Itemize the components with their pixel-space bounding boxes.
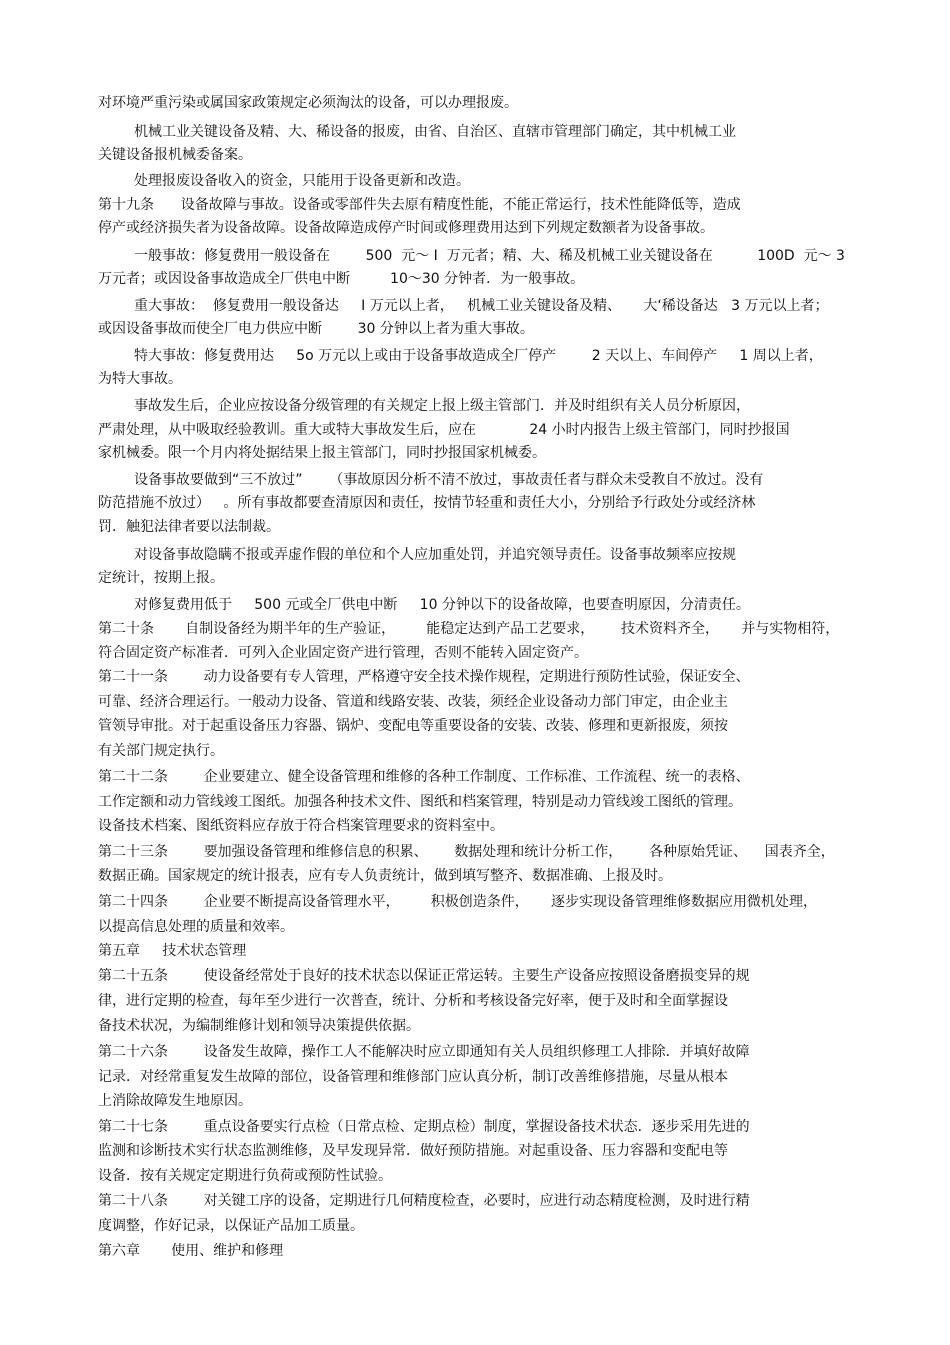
text-line: 第十九条 设备故障与事故。设备或零部件失去原有精度性能，不能正常运行，技术性能降低等，造成 <box>98 197 741 213</box>
text-line: 可靠、经济合理运行。一般动力设备、管道和线路安装、改装，须经企业设备动力部门审定，由企业主 <box>98 694 728 710</box>
text-line: 监测和诊断技术实行状态监测维修，及早发现异常．做好预防措施。对起重设备、压力容器和变配电等 <box>98 1143 728 1159</box>
text-line: 为特大事故。 <box>98 371 182 387</box>
text-line: 第二十三条 要加强设备管理和维修信息的积累、 数据处理和统计分析工作， 各种原始凭证、 国表齐全， <box>98 844 835 860</box>
chapter-heading: 第六章 使用、维护和修理 <box>98 1243 284 1259</box>
text-line: 第二十一条 动力设备要有专人管理，严格遵守安全技术操作规程，定期进行预防性试验，保证安全、 <box>98 669 750 685</box>
text-line: 有关部门规定执行。 <box>98 743 224 759</box>
text-line: 处理报废设备收入的资金，只能用于设备更新和改造。 <box>134 173 470 189</box>
text-line: 停产或经济损失者为设备故障。设备故障造成停产时间或修理费用达到下列规定数额者为设备事故。 <box>98 220 714 236</box>
text-line: 或因设备事故而使全厂电力供应中断 30 分钟以上者为重大事故。 <box>98 321 534 337</box>
text-line: 记录．对经常重复发生故障的部位，设备管理和维修部门应认真分析，制订改善维修措施，尽量从根本 <box>98 1069 728 1085</box>
text-line: 关键设备报机械委备案。 <box>98 147 252 163</box>
text-line: 以提高信息处理的质量和效率。 <box>98 919 294 935</box>
text-line: 重大事故： 修复费用一般设备达 I 万元以上者， 机械工业关键设备及精、 大‘稀设备达 3 万元以上者； <box>134 298 829 314</box>
text-line: 备技术状况，为编制维修计划和领导决策提供依据。 <box>98 1018 420 1034</box>
text-line: 对设备事故隐瞒不报或弄虚作假的单位和个人应加重处罚，并追究领导责任。设备事故频率应按规 <box>134 547 736 563</box>
text-line: 对环境严重污染或属国家政策规定必须淘汰的设备，可以办理报废。 <box>98 95 518 111</box>
text-line: 防范措施不放过） 。所有事故都要查清原因和责任，按情节轻重和责任大小，分别给予行政处分或经济林 <box>98 495 756 511</box>
text-line: 第二十八条 对关键工序的设备，定期进行几何精度检查，必要时，应进行动态精度检测，及时进行精 <box>98 1193 750 1209</box>
text-line: 设备技术档案、图纸资料应存放于符合档案管理要求的资料室中。 <box>98 818 504 834</box>
text-line: 机械工业关键设备及精、大、稀设备的报废，由省、自治区、直辖市管理部门确定，其中机械工业 <box>134 124 736 140</box>
text-line: 律，进行定期的检查，每年至少进行一次普查，统计、分析和考核设备完好率，便于及时和全面掌握设 <box>98 993 728 1009</box>
text-line: 管领导审批。对于起重设备压力容器、锅炉、变配电等重要设备的安装、改装、修理和更新报废，须按 <box>98 718 728 734</box>
text-line: 定统计，按期上报。 <box>98 570 224 586</box>
text-line: 罚．触犯法律者要以法制裁。 <box>98 519 280 535</box>
text-line: 对修复费用低于 500 元或全厂供电中断 10 分钟以下的设备故障，也要查明原因，分清责任。 <box>134 597 750 613</box>
text-line: 数据正确。国家规定的统计报表，应有专人负责统计，做到填写整齐、数据准确、上报及时。 <box>98 868 672 884</box>
text-line: 家机械委。限一个月内将处据结果上报主管部门，同时抄报国家机械委。 <box>98 445 546 461</box>
text-line: 设备事故要做到“三不放过” （事故原因分析不清不放过，事故责任者与群众未受教自不放过。没有 <box>134 472 764 488</box>
text-line: 严肃处理，从中吸取经验教训。重大或特大事故发生后，应在 24 小时内报告上级主管部门，同时抄报国 <box>98 422 790 438</box>
text-line: 度调整，作好记录，以保证产品加工质量。 <box>98 1218 364 1234</box>
text-line: 工作定额和动力管线竣工图纸。加强各种技术文件、图纸和档案管理，特别是动力管线竣工图纸的管理。 <box>98 794 742 810</box>
text-line: 符合固定资产标准者．可列入企业固定资产进行管理，否则不能转入固定资产。 <box>98 645 588 661</box>
chapter-heading: 第五章 技术状态管理 <box>98 943 247 959</box>
text-line: 上消除故障发生地原因。 <box>98 1093 252 1109</box>
text-line: 第二十五条 使设备经常处于良好的技术状态以保证正常运转。主要生产设备应按照设备磨损变异的规 <box>98 968 750 984</box>
text-line: 特大事故：修复费用达 5o 万元以上或由于设备事故造成全厂停产 2 天以上、车间停产 1 周以上者， <box>134 348 823 364</box>
text-line: 第二十条 自制设备经为期半年的生产验证， 能稳定达到产品工艺要求， 技术资料齐全， 并与实物相符， <box>98 621 840 637</box>
text-line: 第二十七条 重点设备要实行点检（日常点检、定期点检）制度，掌握设备技术状态．逐步采用先进的 <box>98 1119 750 1135</box>
text-line: 万元者；或因设备事故造成全厂供电中断 10～30 分钟者．为一般事故。 <box>98 271 585 287</box>
text-line: 一般事故：修复费用一般设备在 500 元～ I 万元者；精、大、稀及机械工业关键设备在 100D 元～ 3 <box>134 248 845 264</box>
text-line: 第二十二条 企业要建立、健全设备管理和维修的各种工作制度、工作标准、工作流程、统一的表格、 <box>98 769 750 785</box>
text-line: 设备．按有关规定定期进行负荷或预防性试验。 <box>98 1168 392 1184</box>
text-line: 第二十六条 设备发生故障，操作工人不能解决时应立即通知有关人员组织修理工人排除．并填好故障 <box>98 1044 750 1060</box>
text-line: 第二十四条 企业要不断提高设备管理水平， 积极创造条件， 逐步实现设备管理维修数据应用微机处理， <box>98 894 818 910</box>
text-line: 事故发生后，企业应按设备分级管理的有关规定上报上级主管部门．并及时组织有关人员分析原因， <box>134 398 750 414</box>
